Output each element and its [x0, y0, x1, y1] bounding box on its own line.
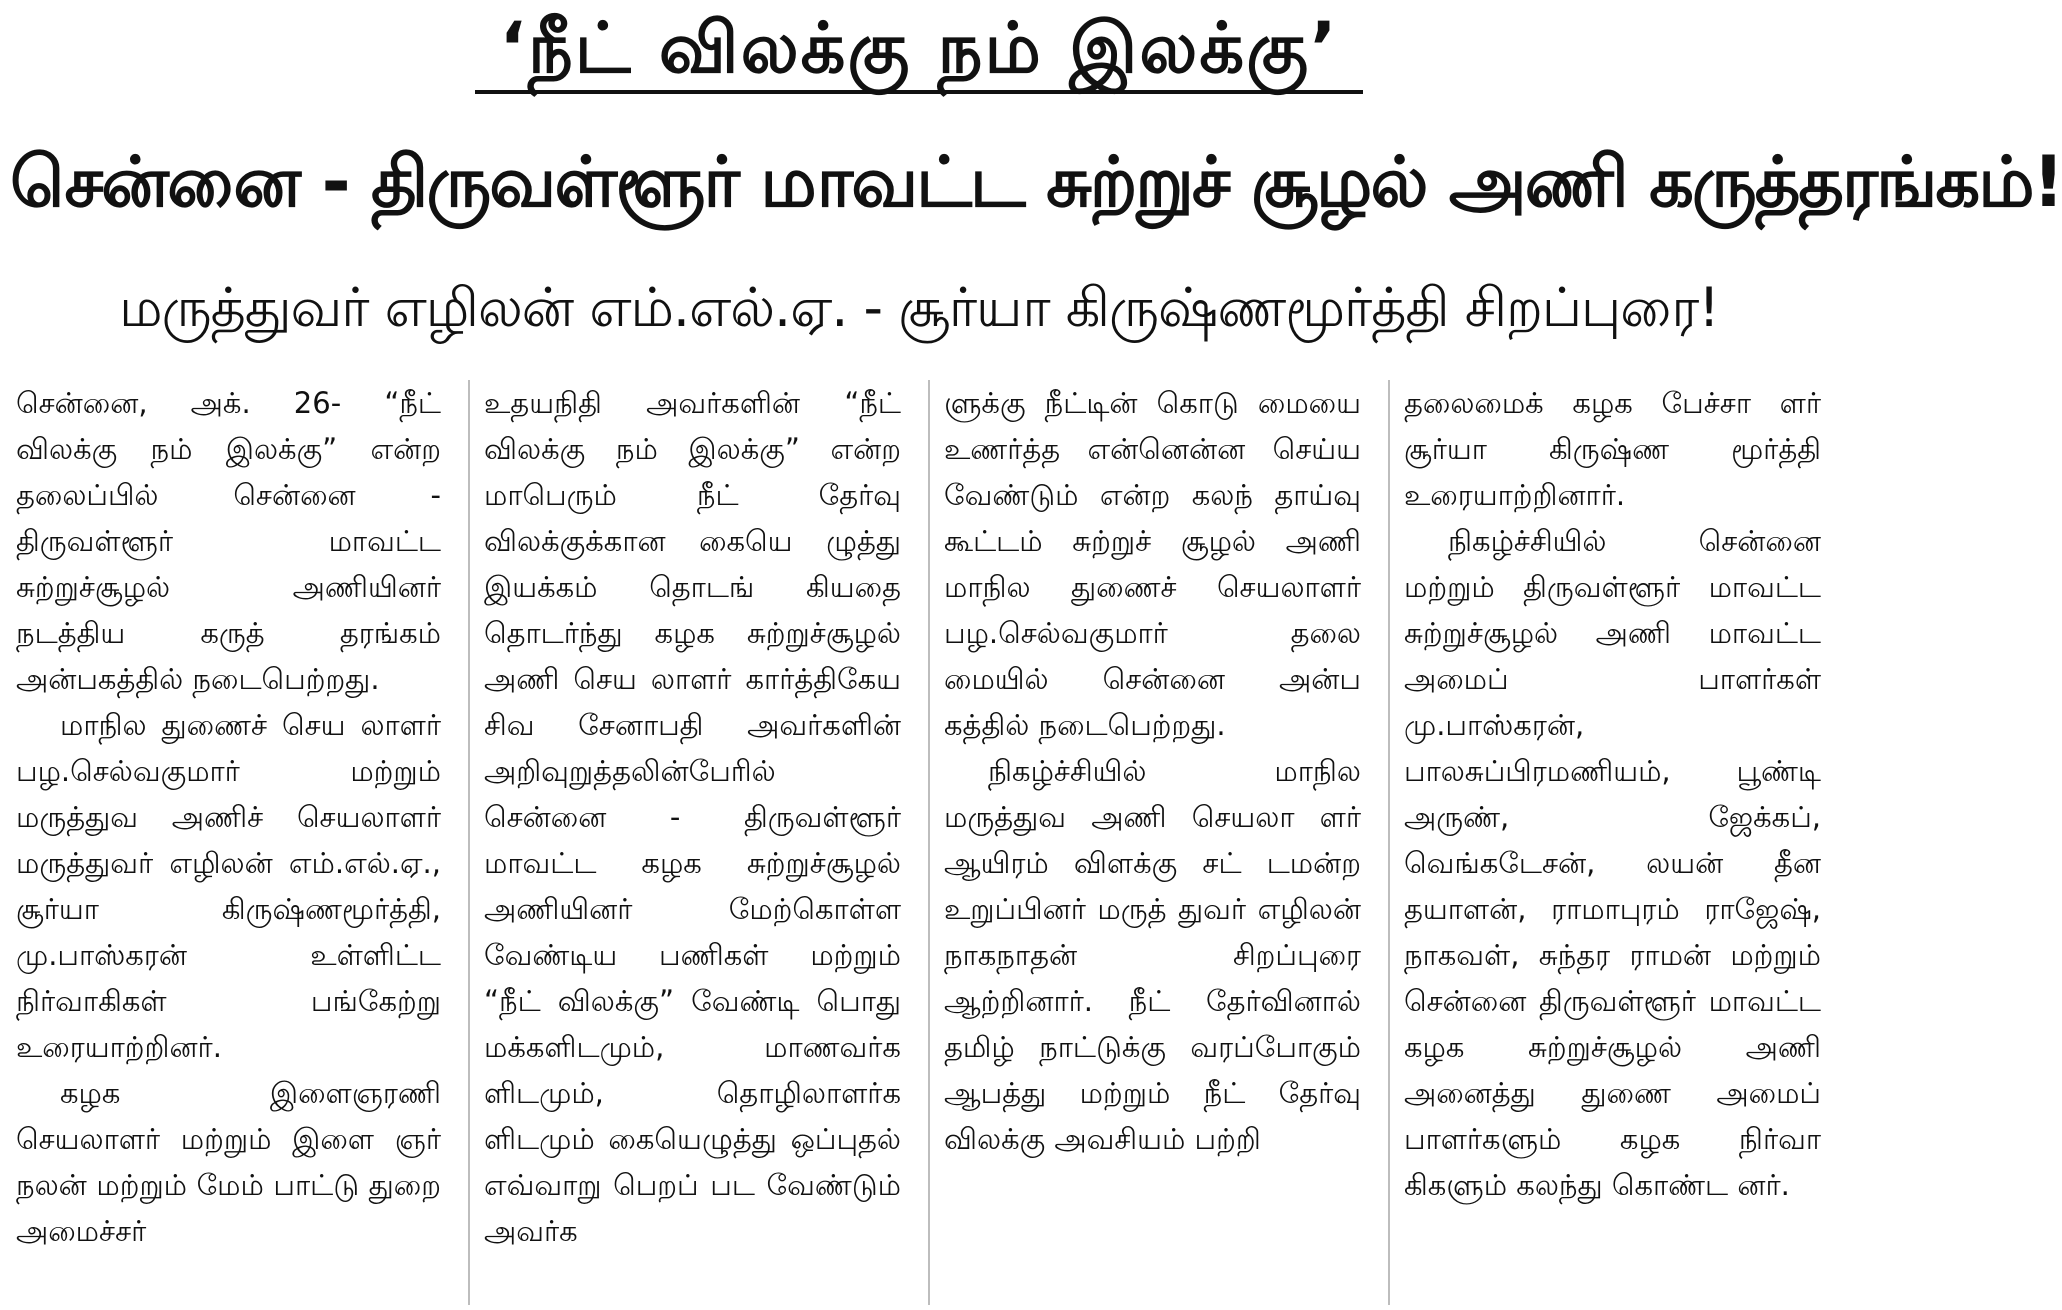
- text-column-1: [8, 380, 449, 1305]
- paragraph: உதயநிதி அவர்களின் “நீட் விலக்கு நம் இலக்கு” என்ற மாபெரும் நீட் தேர்வு விலக்குக்கான கையெ ழுத்து இயக்கம் தொடங் கியதை தொடர்ந்து கழக சுற்றுச்சூழல் அணி செய லாளர் கார்த்திகேய சிவ சேனாபதி அவர்களின் அறிவுறுத்தலின்பேரில் சென்னை - திருவள்ளூர் மாவட்ட கழக சுற்றுச்சூழல் அணியினர் மேற்கொள்ள வேண்டிய பணிகள் மற்றும் “நீட் விலக்கு” வேண்டி பொது மக்களிடமும், மாணவர்க ளிடமும், தொழிலாளர்க ளிடமும் கையெழுத்து ஒப்புதல் எவ்வாறு பெறப் பட வேண்டும் அவர்க: [484, 386, 901, 1248]
- article-subheadline: மருத்துவர் எழிலன் எம்.எல்.ஏ. - சூர்யா கிருஷ்ணமூர்த்தி சிறப்புரை!: [119, 276, 1719, 339]
- text-column-2: [468, 380, 909, 1305]
- paragraph: தலைமைக் கழக பேச்சா ளர் சூர்யா கிருஷ்ண மூர்த்தி உரையாற்றினார்.: [1404, 386, 1821, 512]
- paragraph: நிகழ்ச்சியில் மாநில மருத்துவ அணி செயலா ளர் ஆயிரம் விளக்கு சட் டமன்ற உறுப்பினர் மருத் துவர் எழிலன் நாகநாதன் சிறப்புரை ஆற்றினார். நீட் தேர்வினால் தமிழ் நாட்டுக்கு வரப்போகும் ஆபத்து மற்றும் நீட் தேர்வு விலக்கு அவசியம் பற்றி: [944, 754, 1361, 1156]
- article-headline: சென்னை - திருவள்ளூர் மாவட்ட சுற்றுச் சூழல் அணி கருத்தரங்கம்!: [10, 141, 2062, 223]
- paragraph: கழக இளைஞரணி செயலாளர் மற்றும் இளை ஞர் நலன் மற்றும் மேம் பாட்டு துறை அமைச்சர்: [16, 1076, 441, 1248]
- article-body: [8, 380, 1830, 1305]
- paragraph: சென்னை, அக். 26- “நீட் விலக்கு நம் இலக்கு” என்ற தலைப்பில் சென்னை - திருவள்ளூர் மாவட்ட சுற்றுச்சூழல் அணியினர் நடத்திய கருத் தரங்கம் அன்பகத்தில் நடைபெற்றது.: [16, 386, 441, 696]
- paragraph: ளுக்கு நீட்டின் கொடு மையை உணர்த்த என்னென்ன செய்ய வேண்டும் என்ற கலந் தாய்வு கூட்டம் சுற்றுச் சூழல் அணி மாநில துணைச் செயலாளர் பழ.செல்வகுமார் தலை மையில் சென்னை அன்ப கத்தில் நடைபெற்றது.: [944, 386, 1361, 742]
- kicker-text: ‘நீட் விலக்கு நம் இலக்கு’: [475, 6, 1362, 94]
- text-column-4: [1388, 380, 1829, 1305]
- text-column-3: [928, 380, 1369, 1305]
- paragraph: மாநில துணைச் செய லாளர் பழ.செல்வகுமார் மற்றும் மருத்துவ அணிச் செயலாளர் மருத்துவர் எழிலன் எம்.எல்.ஏ., சூர்யா கிருஷ்ணமூர்த்தி, மு.பாஸ்கரன் உள்ளிட்ட நிர்வாகிகள் பங்கேற்று உரையாற்றினர்.: [16, 708, 441, 1064]
- article-kicker: [0, 6, 1838, 94]
- paragraph: நிகழ்ச்சியில் சென்னை மற்றும் திருவள்ளூர் மாவட்ட சுற்றுச்சூழல் அணி மாவட்ட அமைப் பாளர்கள் மு.பாஸ்கரன், பாலசுப்பிரமணியம், பூண்டி அருண், ஜேக்கப், வெங்கடேசன், லயன் தீன தயாளன், ராமாபுரம் ராஜேஷ், நாகவள், சுந்தர ராமன் மற்றும் சென்னை திருவள்ளூர் மாவட்ட கழக சுற்றுச்சூழல் அணி அனைத்து துணை அமைப் பாளர்களும் கழக நிர்வா கிகளும் கலந்து கொண்ட னர்.: [1404, 524, 1821, 1202]
